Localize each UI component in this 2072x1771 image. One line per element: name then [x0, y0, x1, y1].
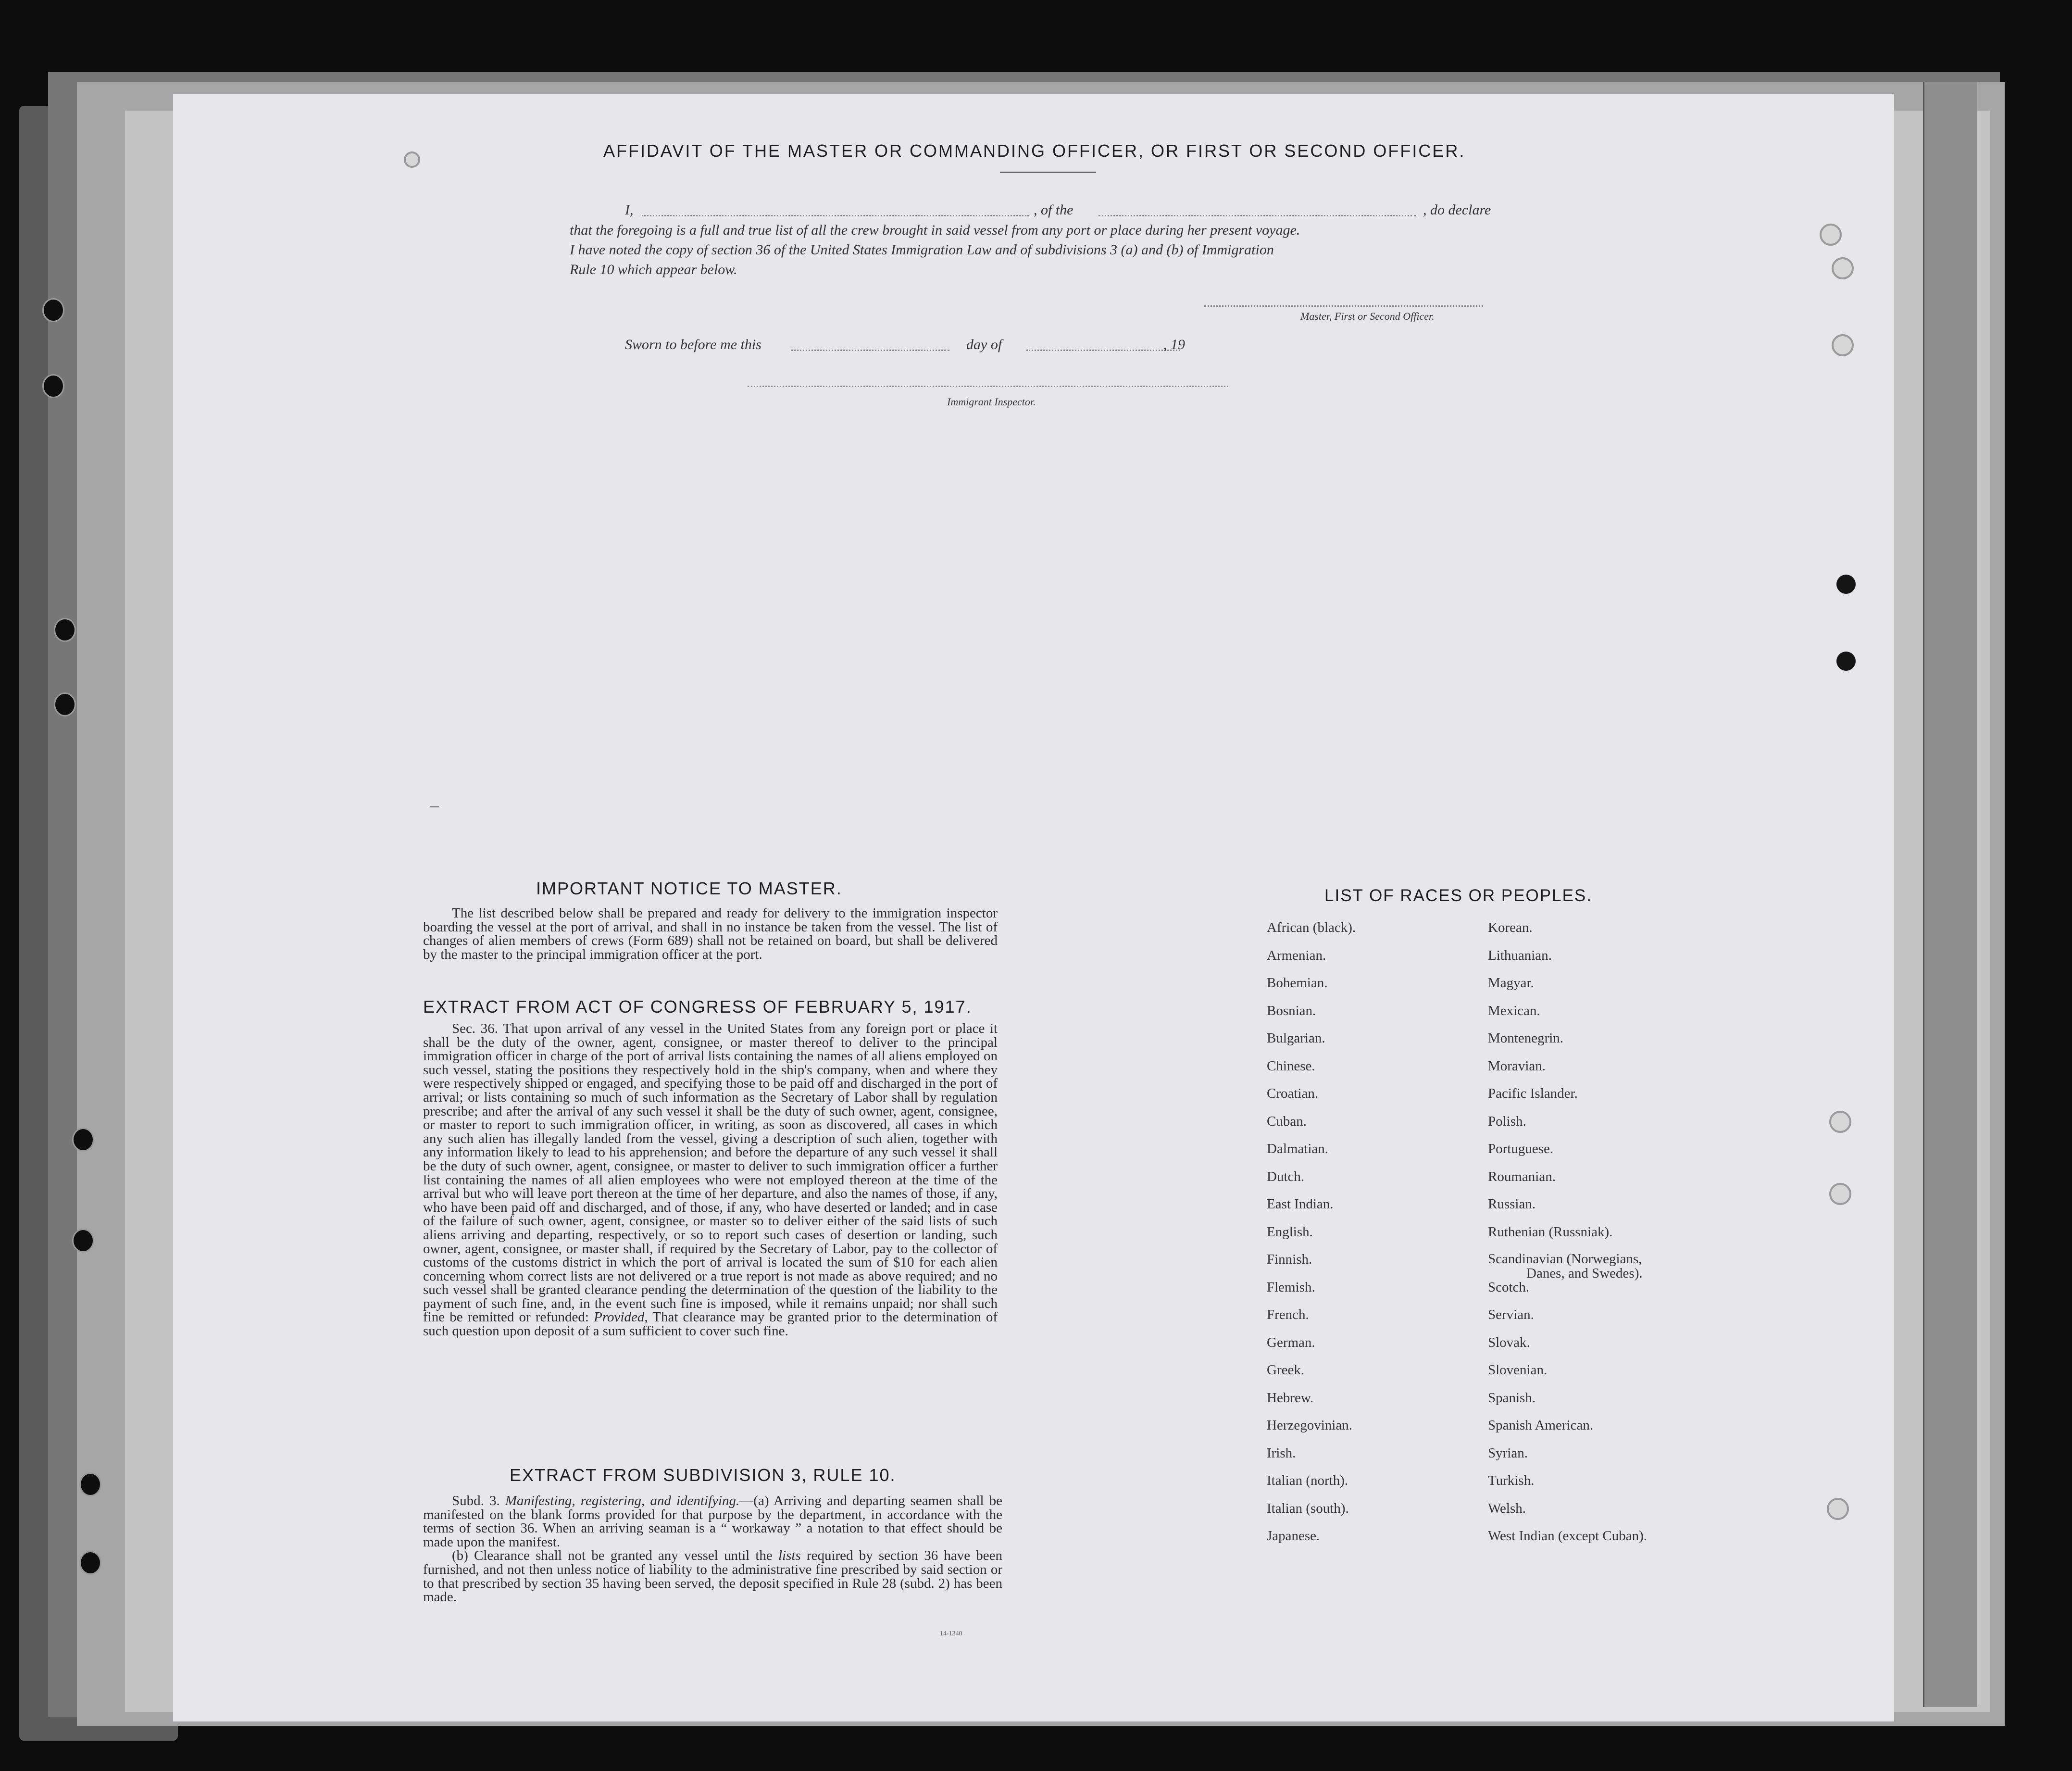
race-item: Irish. — [1267, 1445, 1296, 1461]
race-item: Portuguese. — [1488, 1141, 1554, 1156]
race-item: Welsh. — [1488, 1500, 1526, 1516]
affidavit-line-4: Rule 10 which appear below. — [570, 262, 737, 277]
extract-rule-text — [423, 1494, 1002, 1604]
race-item: German. — [1267, 1334, 1315, 1350]
race-item: Lithuanian. — [1488, 947, 1552, 963]
page-hole — [1829, 1111, 1851, 1133]
affidavit-title: AFFIDAVIT OF THE MASTER OR COMMANDING OFFICER, OR FIRST OR SECOND OFFICER. — [603, 141, 1466, 161]
sec-body-end: That clearance may be granted prior to the determination of such question upon deposit of a sum sufficient to cover such fine. — [423, 1309, 998, 1339]
race-item: Scotch. — [1488, 1279, 1530, 1295]
race-item: West Indian (except Cuban). — [1488, 1528, 1648, 1544]
page-hole — [1832, 334, 1854, 356]
notice-title: IMPORTANT NOTICE TO MASTER. — [536, 879, 842, 898]
races-column-1 — [1267, 920, 1356, 1556]
sheet-stack-edge — [1923, 82, 1977, 1707]
race-item: Bosnian. — [1267, 1003, 1316, 1018]
day-of-label: day of — [966, 337, 1002, 352]
race-item: Herzegovinian. — [1267, 1418, 1352, 1433]
notice-body: The list described below shall be prepared and ready for delivery to the immigration inspector boarding the vessel at the port of arrival, and shall in no instance be taken from the vessel. The list of changes of alien members of crews (Form 689) shall not be retained on board, but shall be delivered by the master to the principal immigration officer at the port. — [423, 905, 998, 962]
race-item: Bohemian. — [1267, 975, 1328, 991]
race-item: Servian. — [1488, 1307, 1534, 1322]
race-item: Cuban. — [1267, 1113, 1307, 1129]
affidavit-line-3: I have noted the copy of section 36 of the United States Immigration Law and of subdivisions 3 (a) and (b) of Immigration — [570, 242, 1274, 258]
race-item: Syrian. — [1488, 1445, 1528, 1461]
race-item: Flemish. — [1267, 1279, 1315, 1295]
race-item: Finnish. — [1267, 1252, 1312, 1267]
binder-hole — [54, 692, 76, 716]
race-item: African (black). — [1267, 920, 1356, 935]
affidavit-do-declare: , do declare — [1423, 202, 1491, 218]
para-b1: (b) Clearance shall not be granted any vessel until the — [452, 1548, 773, 1564]
para-b2: required by section 36 have been furnished, and not then unless notice of liability to the administrative fine prescribed by said section or to that prescribed by section 35 having been served, the deposit specified in Rule 28 (subd. 2) has been made. — [423, 1548, 1003, 1605]
sworn-label: Sworn to before me this — [625, 337, 761, 352]
race-item: Spanish American. — [1488, 1418, 1594, 1433]
affidavit-i-label: I, — [625, 202, 634, 218]
subd-label: Subd. 3. — [452, 1493, 500, 1508]
race-item: French. — [1267, 1307, 1309, 1322]
race-item: Montenegrin. — [1488, 1030, 1564, 1046]
vessel-blank — [1098, 214, 1416, 216]
day-blank — [791, 349, 949, 351]
race-item: Hebrew. — [1267, 1390, 1314, 1406]
extract-act-title: EXTRACT FROM ACT OF CONGRESS OF FEBRUARY 5, 1917. — [423, 997, 972, 1017]
race-item: East Indian. — [1267, 1196, 1334, 1212]
manifest-page — [173, 94, 1894, 1721]
race-item: Mexican. — [1488, 1003, 1540, 1018]
sec-label: Sec. 36. — [452, 1021, 498, 1036]
sec-body: That upon arrival of any vessel in the United States from any foreign port or place it shall be the duty of the owner, agent, consignee, or master thereof to deliver to the principal immigration officer in charge of the port of arrival lists containing the names of all aliens employed on such vessel, stating the positions they respectively hold in the ship's company, when and where they were respectively shipped or engaged, and specifying those to be paid off and discharged in the port of arrival; or lists containing so much of such information as the Secretary of Labor shall by regulation prescribe; and after the arrival of any such vessel it shall be the duty of such owner, agent, consignee, or master to report to such immigration officer, in writing, as soon as discovered, all cases in which any such alien has illegally landed from the vessel, giving a description of such alien, together with any information likely to lead to his apprehension; and before the departure of any such vessel it shall be the duty of such owner, agent, consignee, or master to deliver to such immigration officer a further list containing the names of all alien employees who were not employed thereon at the time of the arrival but who will leave port thereon at the time of her departure, and also the names of those, if any, who have been paid off and discharged, and of those, if any, who have deserted or landed; and in case of the failure of such owner, agent, consignee, or master so to deliver either of the said lists of such aliens arriving and departing, respectively, or so to report such cases of desertion or landing, such owner, agent, consignee, or master shall, if required by the Secretary of Labor, pay to the collector of customs of the customs district in which the port of arrival is located the sum of $10 for each alien concerning whom correct lists are not delivered or a true report is not made as above required; and no such vessel shall be granted clearance pending the determination of the question of the liability to the payment of such fine, and, in the event such fine is imposed, while it remains unpaid; nor shall such fine be remitted or refunded: — [423, 1021, 998, 1325]
affidavit-line-2: that the foregoing is a full and true list of all the crew brought in said vessel from any port or place during her present voyage. — [570, 222, 1300, 238]
race-item: Pacific Islander. — [1488, 1086, 1578, 1101]
race-item: Moravian. — [1488, 1058, 1546, 1074]
binder-hole — [72, 1229, 94, 1253]
page-hole — [1832, 257, 1854, 279]
notice-text — [423, 906, 998, 961]
para-b-italic: lists — [778, 1548, 801, 1564]
provided-word: Provided, — [594, 1309, 648, 1325]
race-item: Japanese. — [1267, 1528, 1320, 1544]
month-blank — [1026, 349, 1180, 351]
race-item: Chinese. — [1267, 1058, 1315, 1074]
para-a: —(a) Arriving and departing seamen shall be manifested on the blank forms provided for that purpose by the department, in accordance with the terms of section 36. When an arriving seaman is a “ workaway ” a notation to that effect should be made upon the manifest. — [423, 1493, 1002, 1550]
year-label: , 19 — [1163, 337, 1185, 352]
race-item: Italian (north). — [1267, 1473, 1348, 1488]
race-item: Italian (south). — [1267, 1500, 1349, 1516]
subd-italic: Manifesting, registering, and identifying. — [505, 1493, 740, 1508]
binder-hole — [42, 298, 64, 322]
page-hole — [1836, 575, 1856, 594]
race-item: Bulgarian. — [1267, 1030, 1325, 1046]
race-item: Slovenian. — [1488, 1362, 1548, 1378]
race-item: Croatian. — [1267, 1086, 1319, 1101]
signature-label: Master, First or Second Officer. — [1300, 310, 1435, 322]
page-hole — [1829, 1183, 1851, 1205]
race-item: Greek. — [1267, 1362, 1305, 1378]
races-title: LIST OF RACES OR PEOPLES. — [1324, 886, 1593, 905]
race-item: Polish. — [1488, 1113, 1526, 1129]
race-item: Spanish. — [1488, 1390, 1536, 1406]
page-hole — [1820, 224, 1842, 246]
binder-hole — [54, 618, 76, 642]
race-item: English. — [1267, 1224, 1313, 1240]
race-item-continued: Danes, and Swedes). — [1526, 1266, 1643, 1281]
race-item: Korean. — [1488, 920, 1533, 935]
race-item: Turkish. — [1488, 1473, 1535, 1488]
binder-hole — [79, 1472, 101, 1496]
race-item: Dalmatian. — [1267, 1141, 1329, 1156]
race-item: Roumanian. — [1488, 1168, 1556, 1184]
page-hole — [404, 151, 420, 168]
binder-hole — [42, 374, 64, 398]
margin-mark — [430, 806, 439, 807]
race-item: Dutch. — [1267, 1168, 1305, 1184]
extract-act-text — [423, 1022, 998, 1338]
race-item: Ruthenian (Russniak). — [1488, 1224, 1613, 1240]
signature-blank — [1204, 304, 1483, 307]
race-item: Slovak. — [1488, 1334, 1530, 1350]
affidavit-of-the: , of the — [1034, 202, 1073, 218]
name-blank — [642, 214, 1029, 216]
binder-hole — [72, 1128, 94, 1152]
inspector-label: Immigrant Inspector. — [947, 396, 1036, 408]
race-item: Scandinavian (Norwegians, Danes, and Swedes). — [1488, 1252, 1647, 1280]
inspector-blank — [748, 385, 1228, 387]
extract-rule-title: EXTRACT FROM SUBDIVISION 3, RULE 10. — [510, 1465, 896, 1485]
title-rule — [1000, 172, 1096, 173]
race-item: Magyar. — [1488, 975, 1534, 991]
page-hole — [1827, 1498, 1849, 1520]
binder-hole — [79, 1551, 101, 1575]
form-number: 14-1340 — [940, 1630, 962, 1637]
races-column-2 — [1488, 920, 1647, 1556]
page-hole — [1836, 652, 1856, 671]
race-item: Russian. — [1488, 1196, 1536, 1212]
race-item: Armenian. — [1267, 947, 1326, 963]
